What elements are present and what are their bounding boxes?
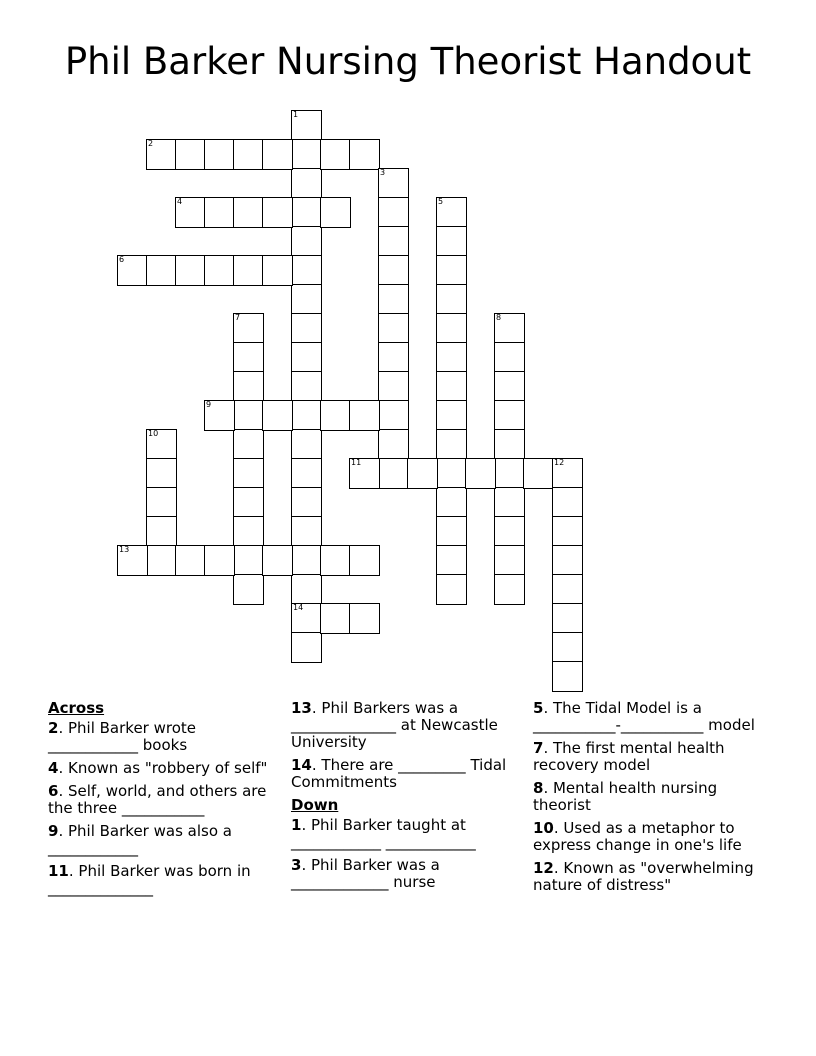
grid-cell[interactable] — [552, 603, 583, 634]
grid-cell[interactable] — [233, 197, 264, 228]
grid-cell[interactable] — [175, 197, 206, 228]
clue-across-11: 11. Phil Barker was born in ______________ — [48, 862, 251, 897]
grid-cell[interactable] — [204, 197, 235, 228]
clue-text: Phil Barker was born in ______________ — [48, 862, 251, 897]
clue-number: 6 — [48, 782, 59, 800]
grid-cell[interactable] — [494, 545, 525, 576]
clue-down-1: 1. Phil Barker taught at ____________ ____________ — [291, 816, 476, 851]
cell-number: 6 — [119, 255, 125, 264]
grid-cell[interactable] — [320, 400, 351, 431]
grid-cell[interactable] — [291, 574, 322, 605]
clue-across-2: 2. Phil Barker wrote ____________ books — [48, 719, 196, 754]
grid-cell[interactable] — [233, 313, 264, 344]
clue-text: Phil Barker wrote ____________ books — [48, 719, 196, 754]
grid-cell[interactable] — [291, 429, 322, 460]
grid-cell[interactable] — [204, 255, 235, 286]
clue-number: 4 — [48, 759, 59, 777]
clue-text: Used as a metaphor to express change in one's life — [533, 819, 742, 854]
cell-number: 11 — [351, 458, 362, 467]
grid-cell[interactable] — [494, 574, 525, 605]
grid-cell[interactable] — [436, 516, 467, 547]
clue-across-14: 14. There are _________ Tidal Commitments — [291, 756, 507, 791]
clue-text: Known as "overwhelming nature of distress" — [533, 859, 754, 894]
clue-number: 3 — [291, 856, 302, 874]
grid-cell[interactable] — [233, 371, 264, 402]
grid-cell[interactable] — [320, 197, 351, 228]
grid-cell[interactable] — [436, 574, 467, 605]
grid-cell[interactable] — [378, 255, 409, 286]
grid-cell[interactable] — [552, 661, 583, 692]
clue-text: The Tidal Model is a ___________-___________ model — [533, 699, 755, 734]
grid-cell[interactable] — [436, 429, 467, 460]
grid-cell[interactable] — [291, 313, 322, 344]
clues-column-2 — [291, 700, 523, 897]
clue-down-3: 3. Phil Barker was a _____________ nurse — [291, 856, 440, 891]
grid-cell[interactable] — [233, 139, 264, 170]
cell-number: 13 — [119, 545, 130, 554]
cell-number: 3 — [380, 168, 386, 177]
grid-cell[interactable] — [494, 342, 525, 373]
cell-number: 2 — [148, 139, 154, 148]
grid-cell[interactable] — [146, 487, 177, 518]
grid-cell[interactable] — [204, 139, 235, 170]
grid-cell[interactable] — [349, 400, 380, 431]
clue-down-5: 5. The Tidal Model is a ___________-___________ model — [533, 699, 755, 734]
across-header: Across — [48, 699, 105, 717]
grid-cell[interactable] — [291, 226, 322, 257]
clue-number: 14 — [291, 756, 312, 774]
grid-cell[interactable] — [233, 516, 264, 547]
clue-across-13: 13. Phil Barkers was a ______________ at Newcastle University — [291, 699, 498, 751]
grid-cell[interactable] — [262, 545, 293, 576]
grid-cell[interactable] — [291, 603, 322, 634]
clue-across-9: 9. Phil Barker was also a ____________ — [48, 822, 232, 857]
clue-number: 7 — [533, 739, 544, 757]
grid-cell[interactable] — [291, 487, 322, 518]
grid-cell[interactable] — [436, 400, 467, 431]
grid-cell[interactable] — [291, 516, 322, 547]
grid-cell[interactable] — [175, 255, 206, 286]
cell-number: 8 — [496, 313, 502, 322]
clue-text: The first mental health recovery model — [533, 739, 725, 774]
grid-cell[interactable] — [175, 139, 206, 170]
grid-cell[interactable] — [378, 284, 409, 315]
grid-cell[interactable] — [378, 313, 409, 344]
grid-cell[interactable] — [494, 487, 525, 518]
grid-cell[interactable] — [378, 371, 409, 402]
grid-cell[interactable] — [378, 429, 409, 460]
clue-down-8: 8. Mental health nursing theorist — [533, 779, 718, 814]
grid-cell[interactable] — [291, 458, 322, 489]
grid-cell[interactable] — [320, 603, 351, 634]
grid-cell[interactable] — [494, 400, 525, 431]
grid-cell[interactable] — [552, 458, 583, 489]
grid-cell[interactable] — [552, 545, 583, 576]
grid-cell[interactable] — [233, 429, 264, 460]
grid-cell[interactable] — [233, 400, 264, 431]
down-header: Down — [291, 796, 339, 814]
grid-cell[interactable] — [204, 400, 235, 431]
grid-cell[interactable] — [146, 545, 177, 576]
grid-cell[interactable] — [465, 458, 496, 489]
clues-column-1 — [48, 700, 280, 903]
grid-cell[interactable] — [349, 545, 380, 576]
grid-cell[interactable] — [436, 458, 467, 489]
grid-cell[interactable] — [349, 139, 380, 170]
grid-cell[interactable] — [494, 458, 525, 489]
grid-cell[interactable] — [552, 516, 583, 547]
grid-cell[interactable] — [146, 516, 177, 547]
clue-number: 2 — [48, 719, 59, 737]
clue-number: 13 — [291, 699, 312, 717]
clue-number: 5 — [533, 699, 544, 717]
clue-text: Phil Barker was also a ____________ — [48, 822, 232, 857]
grid-cell[interactable] — [146, 139, 177, 170]
cell-number: 1 — [293, 110, 299, 119]
page-title: Phil Barker Nursing Theorist Handout — [64, 40, 752, 83]
grid-cell[interactable] — [378, 197, 409, 228]
cell-number: 12 — [554, 458, 565, 467]
grid-cell[interactable] — [291, 168, 322, 199]
clue-number: 8 — [533, 779, 544, 797]
grid-cell[interactable] — [523, 458, 554, 489]
clue-text: Mental health nursing theorist — [533, 779, 718, 814]
grid-cell[interactable] — [494, 429, 525, 460]
grid-cell[interactable] — [233, 487, 264, 518]
clue-number: 11 — [48, 862, 69, 880]
cell-number: 4 — [177, 197, 183, 206]
grid-cell[interactable] — [552, 574, 583, 605]
grid-cell[interactable] — [291, 139, 322, 170]
grid-cell[interactable] — [436, 545, 467, 576]
grid-cell[interactable] — [320, 139, 351, 170]
grid-cell[interactable] — [204, 545, 235, 576]
grid-cell[interactable] — [407, 458, 438, 489]
grid-cell[interactable] — [262, 139, 293, 170]
grid-cell[interactable] — [262, 197, 293, 228]
grid-cell[interactable] — [291, 342, 322, 373]
grid-cell[interactable] — [378, 226, 409, 257]
grid-cell[interactable] — [233, 255, 264, 286]
clue-text: Self, world, and others are the three ___________ — [48, 782, 267, 817]
clue-number: 12 — [533, 859, 554, 877]
grid-cell[interactable] — [291, 110, 322, 141]
clue-text: There are _________ Tidal Commitments — [291, 756, 507, 791]
clue-across-4: 4. Known as "robbery of self" — [48, 759, 268, 777]
clues-column-3 — [533, 700, 773, 900]
grid-cell[interactable] — [436, 226, 467, 257]
grid-cell[interactable] — [233, 342, 264, 373]
grid-cell[interactable] — [552, 487, 583, 518]
grid-cell[interactable] — [146, 429, 177, 460]
clue-text: Known as "robbery of self" — [67, 759, 268, 777]
grid-cell[interactable] — [146, 255, 177, 286]
grid-cell[interactable] — [291, 545, 322, 576]
grid-cell[interactable] — [291, 371, 322, 402]
grid-cell[interactable] — [436, 255, 467, 286]
clue-across-6: 6. Self, world, and others are the three ___________ — [48, 782, 267, 817]
grid-cell[interactable] — [117, 545, 148, 576]
grid-cell[interactable] — [436, 197, 467, 228]
clue-number: 10 — [533, 819, 554, 837]
grid-cell[interactable] — [117, 255, 148, 286]
cell-number: 5 — [438, 197, 444, 206]
grid-cell[interactable] — [436, 313, 467, 344]
grid-cell[interactable] — [291, 632, 322, 663]
grid-cell[interactable] — [378, 458, 409, 489]
grid-cell[interactable] — [436, 371, 467, 402]
grid-cell[interactable] — [349, 603, 380, 634]
clue-down-7: 7. The first mental health recovery model — [533, 739, 725, 774]
grid-cell[interactable] — [233, 574, 264, 605]
grid-cell[interactable] — [349, 458, 380, 489]
grid-cell[interactable] — [233, 458, 264, 489]
clue-down-12: 12. Known as "overwhelming nature of distress" — [533, 859, 754, 894]
grid-cell[interactable] — [378, 168, 409, 199]
grid-cell[interactable] — [291, 197, 322, 228]
grid-cell[interactable] — [436, 342, 467, 373]
clue-text: Phil Barkers was a ______________ at Newcastle University — [291, 699, 498, 751]
clue-number: 1 — [291, 816, 302, 834]
grid-cell[interactable] — [552, 632, 583, 663]
cell-number: 14 — [293, 603, 304, 612]
cell-number: 7 — [235, 313, 241, 322]
grid-cell[interactable] — [233, 545, 264, 576]
grid-cell[interactable] — [175, 545, 206, 576]
grid-cell[interactable] — [291, 284, 322, 315]
grid-cell[interactable] — [262, 255, 293, 286]
grid-cell[interactable] — [291, 255, 322, 286]
grid-cell[interactable] — [146, 458, 177, 489]
clue-text: Phil Barker was a _____________ nurse — [291, 856, 440, 891]
grid-cell[interactable] — [320, 545, 351, 576]
grid-cell[interactable] — [378, 400, 409, 431]
grid-cell[interactable] — [436, 284, 467, 315]
clue-number: 9 — [48, 822, 59, 840]
clue-down-10: 10. Used as a metaphor to express change in one's life — [533, 819, 742, 854]
grid-cell[interactable] — [436, 487, 467, 518]
grid-cell[interactable] — [494, 516, 525, 547]
grid-cell[interactable] — [262, 400, 293, 431]
grid-cell[interactable] — [291, 400, 322, 431]
cell-number: 9 — [206, 400, 212, 409]
cell-number: 10 — [148, 429, 159, 438]
grid-cell[interactable] — [378, 342, 409, 373]
grid-cell[interactable] — [494, 313, 525, 344]
grid-cell[interactable] — [494, 371, 525, 402]
clue-text: Phil Barker taught at ____________ ____________ — [291, 816, 476, 851]
